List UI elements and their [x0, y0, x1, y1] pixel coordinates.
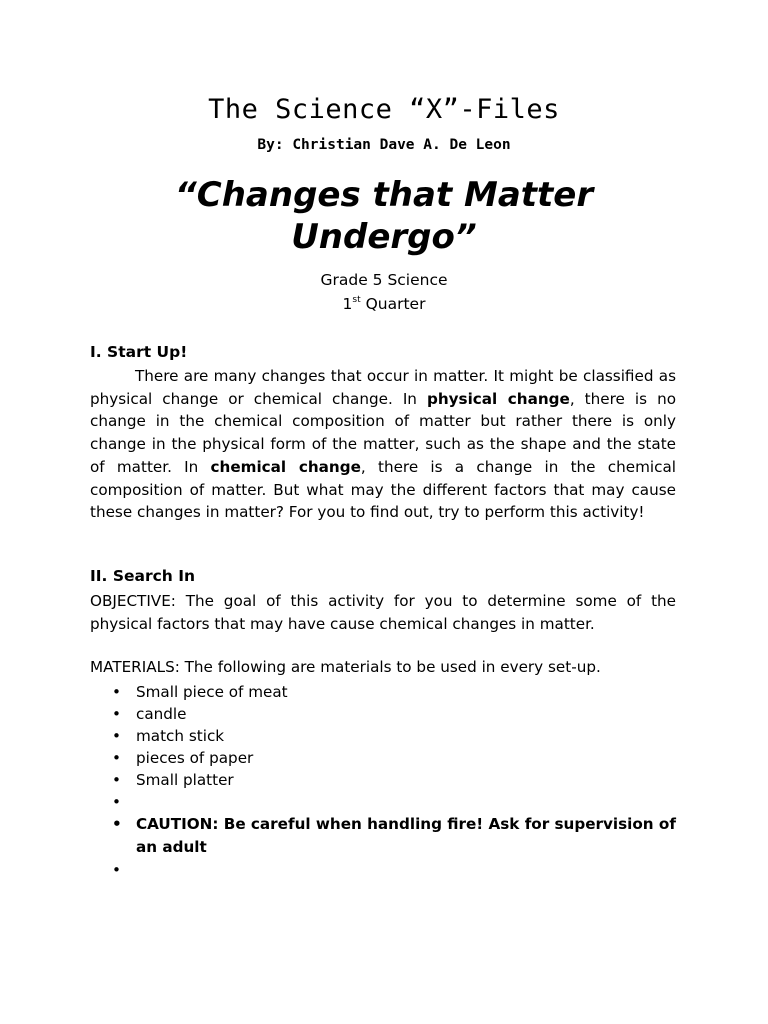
term-physical-change: physical change — [426, 389, 570, 408]
quarter-label — [0, 295, 768, 313]
list-item: • pieces of paper — [90, 747, 676, 769]
section-heading-start-up: I. Start Up! — [90, 343, 188, 361]
lesson-title — [120, 174, 648, 258]
start-up-text-3: , there is a change in the chemical composition of matter. But what may the different factors that may cause these changes in matter? For you to find out, try to perform this activity! — [90, 457, 676, 522]
objective-paragraph: OBJECTIVE: The goal of this activity for you to determine some of the physical factors that may have cause chemical changes in matter. — [90, 592, 676, 633]
caution-item: • CAUTION: Be careful when handling fire! Ask for supervision of an adult — [90, 813, 676, 859]
list-item: • candle — [90, 703, 676, 725]
list-item: • match stick — [90, 725, 676, 747]
materials-intro: MATERIALS: The following are materials to be used in every set-up. — [90, 658, 601, 676]
list-item — [90, 859, 676, 881]
start-up-text-1: There are many changes that occur in matter. It might be classified as physical change or chemical change. In — [90, 367, 676, 408]
list-item: • Small platter — [90, 769, 676, 791]
section-heading-search-in: II. Search In — [90, 567, 196, 585]
list-item — [90, 791, 676, 813]
materials-list — [90, 681, 676, 881]
author-byline: By: Christian Dave A. De Leon — [257, 137, 511, 153]
document-title: The Science “X”-Files — [208, 94, 560, 125]
quarter-word: Quarter — [360, 295, 426, 313]
lesson-title-line-2: Undergo” — [291, 217, 477, 257]
list-item: • Small piece of meat — [90, 681, 676, 703]
start-up-text-2: , there is no change in the chemical composition of matter but rather there is only change in the physical form of the matter, such as the shape and the state of matter. In — [90, 389, 676, 476]
term-chemical-change: chemical change — [210, 457, 361, 476]
lesson-title-line-1: “Changes that Matter — [174, 175, 594, 215]
grade-label: Grade 5 Science — [320, 271, 448, 289]
quarter-ordinal: st — [352, 294, 361, 305]
start-up-paragraph — [90, 365, 676, 524]
quarter-number: 1 — [342, 295, 353, 313]
